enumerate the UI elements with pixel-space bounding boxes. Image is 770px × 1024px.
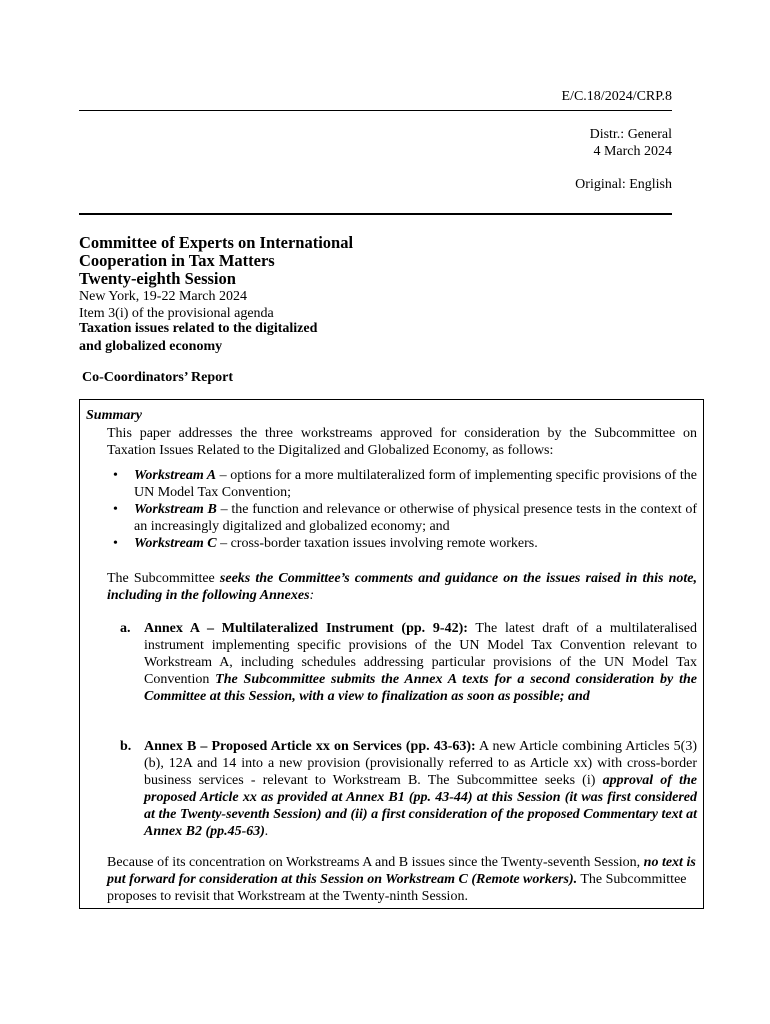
agenda-item: Item 3(i) of the provisional agenda	[79, 306, 274, 321]
document-symbol: E/C.18/2024/CRP.8	[561, 89, 672, 104]
workstream-item	[107, 467, 697, 501]
document-date: 4 March 2024	[593, 144, 672, 159]
header-rule	[79, 110, 672, 111]
agenda-topic	[79, 320, 317, 355]
committee-name	[79, 234, 353, 270]
conclusion-emphasis: no text is put forward for consideration at this Session on Workstream C (Remote workers).	[107, 855, 696, 887]
summary-box	[79, 399, 704, 909]
annex-a-text	[144, 620, 697, 705]
annex-marker: a.	[120, 621, 131, 636]
header-thick-rule	[79, 213, 672, 215]
topic-line-2: and globalized economy	[79, 338, 223, 354]
conclusion-suffix: The Subcommittee proposes to revisit that Workstream at the Twenty-ninth Session.	[107, 872, 687, 904]
session-title: Twenty-eighth Session	[79, 269, 236, 288]
annex-b-item	[120, 738, 697, 840]
distribution-block	[590, 126, 672, 160]
conclusion-prefix: Because of its concentration on Workstreams A and B issues since the Twenty-seventh Session,	[107, 855, 644, 870]
topic-line-1: Taxation issues related to the digitalized	[79, 321, 318, 336]
annex-a-item	[120, 620, 697, 705]
workstream-description: – the function and relevance or otherwise of physical presence tests in the context of an increasingly digitalized and globalized economy; and	[134, 502, 698, 534]
workstream-list	[107, 467, 697, 552]
meeting-meta	[79, 288, 274, 322]
annex-b-text	[144, 738, 697, 840]
workstream-description: – cross-border taxation issues involving remote workers.	[216, 536, 538, 551]
annex-a-body: The latest draft of a multilateralised instrument implementing specific provisions of the UN Model Tax Convention relevant to Workstream A, including schedules addressing particular provisions of the UN Model Tax Convention	[144, 621, 697, 687]
seeks-prefix: The Subcommittee	[107, 571, 220, 586]
workstream-name: Workstream C	[134, 536, 217, 551]
annex-b-end: .	[264, 824, 269, 839]
annex-marker: b.	[120, 739, 132, 754]
annex-b-body: A new Article combining Articles 5(3)(b), 12A and 14 into a new provision (provisionally referred to as Article xx) with cross-border business services - relevant to Workstream B. The Subcommittee seeks (i)	[144, 739, 698, 788]
annex-b-emphasis-2: a first consideration of the proposed Commentary text at Annex B2 (pp.45-63)	[144, 807, 698, 839]
seeks-emphasis: seeks the Committee’s comments and guidance on the issues raised in this note, including in the following Annexes	[107, 571, 697, 603]
workstream-item	[107, 535, 697, 552]
annex-a-title: Annex A – Multilateralized Instrument (pp. 9-42):	[144, 621, 468, 636]
workstream-item	[107, 501, 697, 535]
seeks-suffix: :	[309, 588, 315, 603]
place-dates: New York, 19-22 March 2024	[79, 289, 247, 304]
distribution-label: Distr.: General	[589, 127, 672, 142]
original-language: Original: English	[575, 177, 672, 192]
committee-line-2: Cooperation in Tax Matters	[79, 251, 275, 270]
seeks-paragraph	[107, 570, 697, 604]
summary-heading: Summary	[86, 408, 143, 423]
annex-a-emphasis: The Subcommittee submits the Annex A texts for a second consideration by the Committee at this Session, with a view to finalization as soon as possible; and	[144, 672, 697, 704]
report-title: Co-Coordinators’ Report	[82, 370, 233, 385]
committee-line-1: Committee of Experts on International	[79, 233, 354, 252]
annex-b-title: Annex B – Proposed Article xx on Services (pp. 43-63):	[144, 739, 476, 754]
workstream-name: Workstream A	[134, 468, 217, 483]
workstream-description: – options for a more multilateralized form of implementing specific provisions of the UN Model Tax Convention;	[134, 468, 697, 500]
conclusion-paragraph	[107, 854, 697, 905]
workstream-name: Workstream B	[134, 502, 217, 517]
annex-b-connector: and (ii)	[321, 807, 372, 822]
annex-b-emphasis-1: approval of the proposed Article xx as provided at Annex B1 (pp. 43-44) at this Session (it was first considered at the Twenty-seventh Session)	[144, 773, 697, 822]
summary-intro: This paper addresses the three workstreams approved for consideration by the Subcommittee on Taxation Issues Related to the Digitalized and Globalized Economy, as follows:	[107, 426, 697, 458]
